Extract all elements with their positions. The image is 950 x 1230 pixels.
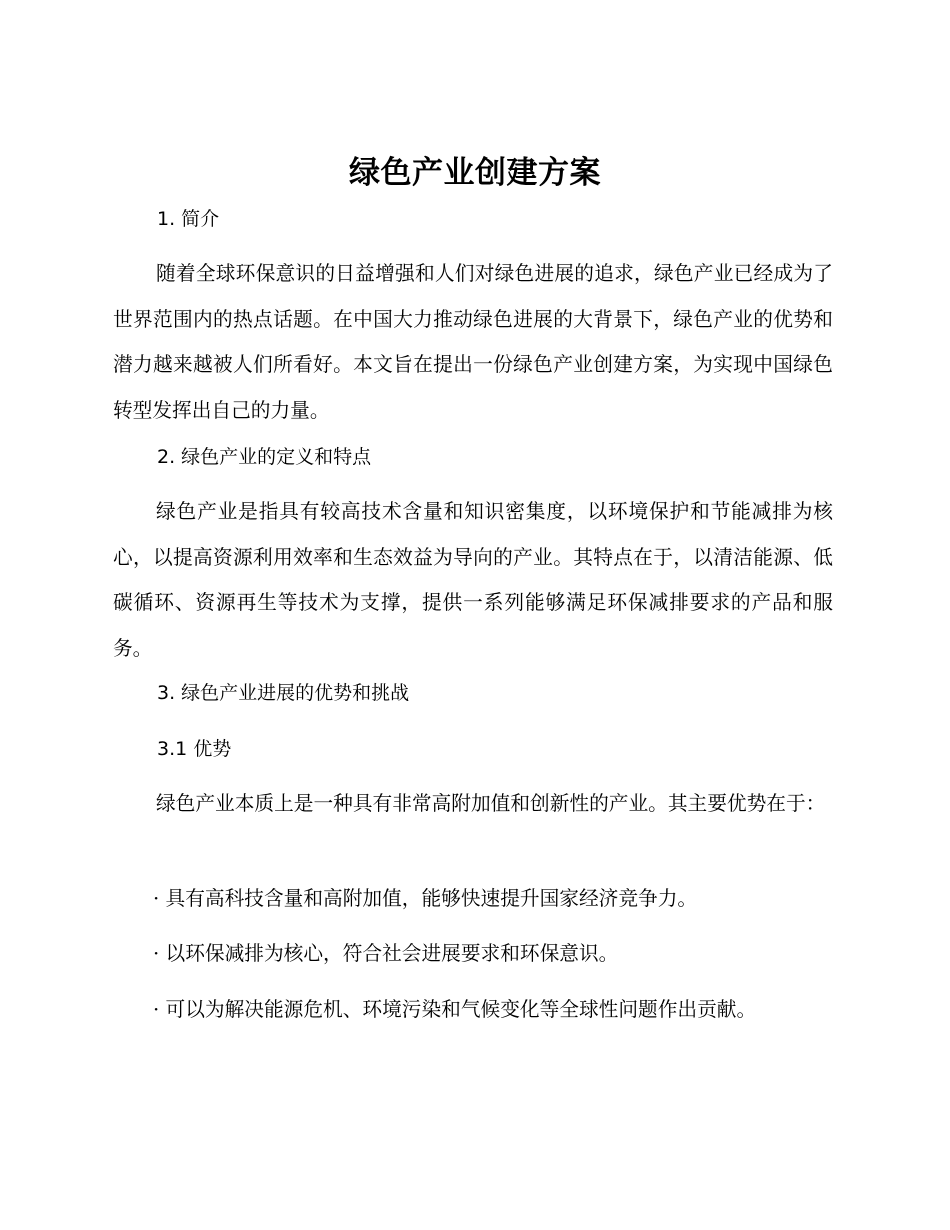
list-item: · 以环保减排为核心，符合社会进展要求和环保意识。 [153, 942, 619, 965]
section-heading-advantages: 3.1 优势 [157, 738, 232, 760]
paragraph-definition: 绿色产业是指具有较高技术含量和知识密集度，以环境保护和节能减排为核心，以提高资源利用效率和生态效益为导向的产业。其特点在于，以清洁能源、低碳循环、资源再生等技术为支撑，提供一系列能够满足环保减排要求的产品和服务。 [113, 500, 833, 660]
paragraph-advantages: 绿色产业本质上是一种具有非常高附加值和创新性的产业。其主要优势在于： [156, 792, 826, 815]
paragraph-intro: 随着全球环保意识的日益增强和人们对绿色进展的追求，绿色产业已经成为了世界范围内的热点话题。在中国大力推动绿色进展的大背景下，绿色产业的优势和潜力越来越被人们所看好。本文旨在提出一份绿色产业创建方案，为实现中国绿色转型发挥出自己的力量。 [113, 262, 833, 422]
list-item: · 可以为解决能源危机、环境污染和气候变化等全球性问题作出贡献。 [153, 998, 757, 1021]
section-heading-definition: 2. 绿色产业的定义和特点 [157, 446, 372, 468]
section-heading-advantages-challenges: 3. 绿色产业进展的优势和挑战 [157, 682, 410, 704]
document-title: 绿色产业创建方案 [349, 155, 601, 191]
section-heading-intro: 1. 简介 [157, 208, 220, 230]
list-item: · 具有高科技含量和高附加值，能够快速提升国家经济竞争力。 [153, 887, 698, 910]
